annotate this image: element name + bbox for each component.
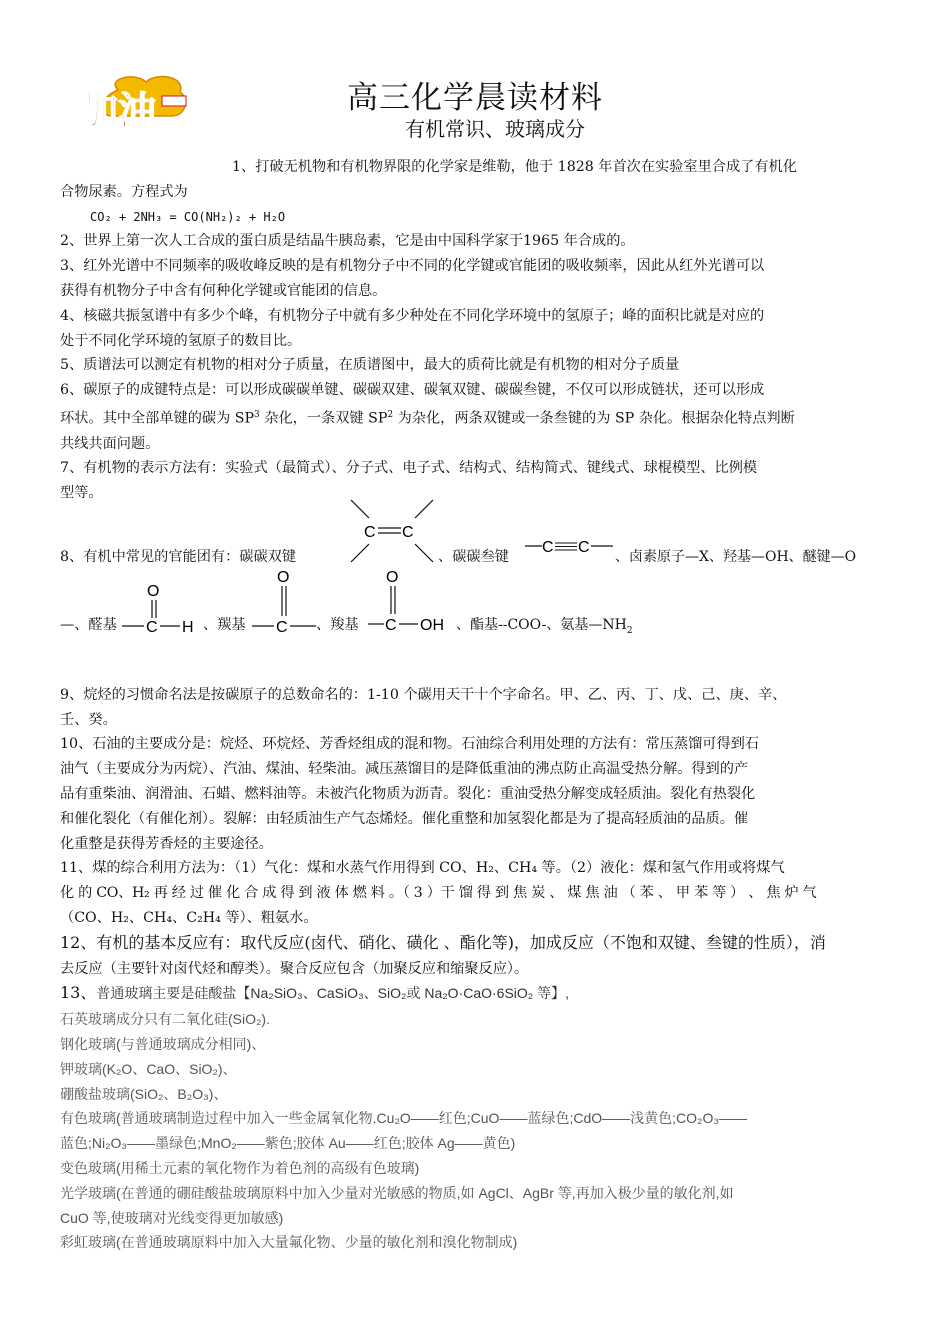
glass-rainbow: 彩虹玻璃(在普通玻璃原料中加入大量氟化物、少量的敏化剂和溴化物制成) <box>60 1234 518 1251</box>
item-8-halogen-text: 、卤素原子—X、羟基—OH、醚键—O <box>615 548 857 565</box>
glass-colored-line-1: 有色玻璃(普通玻璃制造过程中加入一些金属氧化物.Cu₂O——红色;CuO——蓝绿色;CdO——浅黄色;CO₂O₃—— <box>60 1110 748 1127</box>
carboxyl-oh: OH <box>420 616 444 634</box>
item-2: 2、世界上第一次人工合成的蛋白质是结晶牛胰岛素，它是由中国科学家于1965 年合成的。 <box>60 233 635 250</box>
item-1-line-1: 1、打破无机物和有机物界限的化学家是维勒，他于 1828 年首次在实验室里合成了有机化 <box>232 159 797 175</box>
item-13-text: 普通玻璃主要是硅酸盐【Na₂SiO₃、CaSiO₃、SiO₂或 Na₂O·CaO·6SiO₂ 等】, <box>96 985 570 1002</box>
item-13-number: 13、 <box>60 983 97 1003</box>
triple-bond-c1: C <box>542 538 554 556</box>
carboxyl-o: O <box>386 568 399 586</box>
item-13 <box>60 981 895 1007</box>
item-10-line-1: 10、石油的主要成分是：烷烃、环烷烃、芳香烃组成的混和物。石油综合利用处理的方法有：常压蒸馏可得到石 <box>60 736 760 753</box>
item-4-line-2: 处于不同化学环境的氢原子的数目比。 <box>60 332 302 349</box>
item-5: 5、质谱法可以测定有机物的相对分子质量，在质谱图中，最大的质荷比就是有机物的相对分子质量 <box>60 357 680 374</box>
document-body <box>60 155 895 1255</box>
urea-equation: CO₂ + 2NH₃ = CO(NH₂)₂ + H₂O <box>90 209 286 224</box>
glass-optical-line-1: 光学玻璃(在普通的硼硅酸盐玻璃原料中加入少量对光敏感的物质,如 AgCl、AgBr 等,再加入极少量的敏化剂,如 <box>60 1184 734 1201</box>
aldehyde-c: C <box>146 618 158 636</box>
item-8-ketone-label: 、羰基 <box>203 616 246 633</box>
glass-tempered: 钢化玻璃(与普通玻璃成分相同)、 <box>60 1036 266 1053</box>
aldehyde-h: H <box>182 618 194 636</box>
item-6-line-1: 6、碳原子的成键特点是：可以形成碳碳单键、碳碳双建、碳氧双键、碳碳叁键，不仅可以形成链状，还可以形成 <box>60 382 765 399</box>
item-1-line-2: 合物尿素。方程式为 <box>60 183 188 200</box>
item-6-text-b: 杂化，一条双键 SP <box>259 410 388 427</box>
item-8-aldehyde-label: —、醛基 <box>60 616 117 633</box>
item-12-line-2: 去反应（主要针对卤代烃和醇类）。聚合反应包含（加聚反应和缩聚反应）。 <box>60 960 529 977</box>
page-subtitle: 有机常识、玻璃成分 <box>405 117 585 141</box>
item-12-line-1 <box>60 931 895 957</box>
glass-quartz: 石英玻璃成分只有二氧化硅(SiO₂). <box>60 1011 270 1028</box>
item-11-line-3: （CO、H₂、CH₄、C₂H₄ 等）、粗氨水。 <box>60 910 318 927</box>
item-8-ester-text: 、酯基--COO-、氨基—NH <box>456 616 627 633</box>
item-6-line-3: 共线共面问题。 <box>60 435 160 452</box>
sp3-superscript: 3 <box>254 409 260 420</box>
double-bond-structure <box>345 496 440 566</box>
item-8-row-1 <box>60 506 895 578</box>
item-7-line-1: 7、有机物的表示方法有：实验式（最简式）、分子式、电子式、结构式、结构简式、键线式、球棍模型、比例模 <box>60 460 758 477</box>
aldehyde-o: O <box>147 582 160 600</box>
item-8-triple-label: 、碳碳叁键 <box>438 548 509 565</box>
glass-optical-line-2: CuO 等,使玻璃对光线变得更加敏感) <box>60 1209 284 1226</box>
triple-bond-c2: C <box>578 538 590 556</box>
item-6-line-2 <box>60 403 895 432</box>
item-10-line-4: 和催化裂化（有催化剂）。裂解：由轻质油生产气态烯烃。催化重整和加氢裂化都是为了提高轻质油的品质。催 <box>60 810 749 827</box>
item-9-line-1: 9、烷烃的习惯命名法是按碳原子的总数命名的：1-10 个碳用天干十个字命名。甲、乙、丙、丁、戊、己、庚、辛、 <box>60 686 787 703</box>
glass-borate: 硼酸盐玻璃(SiO₂、B₂O₃)、 <box>60 1085 228 1102</box>
carboxyl-structure <box>368 564 458 636</box>
triple-bond-structure <box>525 534 615 562</box>
item-8-ester-amine-text <box>456 613 633 644</box>
carboxyl-c: C <box>385 616 397 634</box>
double-bond-c2: C <box>402 523 414 541</box>
item-8-row-2 <box>60 568 895 683</box>
aldehyde-structure <box>122 578 202 638</box>
glass-photochromic: 变色玻璃(用稀土元素的氧化物作为着色剂的高级有色玻璃) <box>60 1160 420 1177</box>
item-10-line-3: 品有重柴油、润滑油、石蜡、燃料油等。未被汽化物质为沥青。裂化：重油受热分解变成轻质油。裂化有热裂化 <box>60 786 756 803</box>
glass-potassium: 钾玻璃(K₂O、CaO、SiO₂)、 <box>60 1060 237 1077</box>
glass-colored-line-2: 蓝色;Ni₂O₃——墨绿色;MnO₂——紫色;胶体 Au——红色;胶体 Ag——黄色) <box>60 1135 516 1152</box>
item-3-line-1: 3、红外光谱中不同频率的吸收峰反映的是有机物分子中不同的化学键或官能团的吸收频率，因此从红外光谱可以 <box>60 258 765 275</box>
double-bond-c1: C <box>364 523 376 541</box>
item-8-carboxyl-label: 、羧基 <box>316 616 359 633</box>
item-6-text-a: 环状。其中全部单键的碳为 SP <box>60 410 255 427</box>
item-7-line-2: 型等。 <box>60 485 103 502</box>
item-11-line-2: 化 的 CO、H₂ 再 经 过 催 化 合 成 得 到 液 体 燃 料 。（ 3 ）干 馏 得 到 焦 炭 、 煤 焦 油 （ 苯 、 甲 苯 等 ） 、 焦 炉 气 <box>60 885 817 902</box>
item-6-text-c: 为杂化，两条双键或一条叁键的为 SP 杂化。根据杂化特点判断 <box>393 410 795 427</box>
item-8-intro: 8、有机中常见的官能团有：碳碳双键 <box>60 548 297 565</box>
item-9-line-2: 壬、癸。 <box>60 711 117 728</box>
carbonyl-c: C <box>276 618 288 636</box>
page-title: 高三化学晨读材料 <box>347 80 603 116</box>
sp2-superscript: 2 <box>387 409 394 420</box>
item-10-line-2: 油气（主要成分为丙烷）、汽油、煤油、轻柴油。减压蒸馏目的是降低重油的沸点防止高温受热分解。得到的产 <box>60 761 749 778</box>
logo-text: 加油 <box>80 91 157 132</box>
item-3-line-2: 获得有机物分子中含有何种化学键或官能团的信息。 <box>60 282 387 299</box>
item-4-line-1: 4、核磁共振氢谱中有多少个峰，有机物分子中就有多少种处在不同化学环境中的氢原子；峰的面积比就是对应的 <box>60 307 765 324</box>
item-11-line-1: 11、煤的综合利用方法为：（1）气化：煤和水蒸气作用得到 CO、H₂、CH₄ 等。（2）液化：煤和氢气作用或将煤气 <box>60 860 785 877</box>
carbonyl-o: O <box>277 568 290 586</box>
carbonyl-structure <box>252 564 322 636</box>
amine-subscript: 2 <box>626 625 633 636</box>
item-12-text-a: 12、有机的基本反应有：取代反应(卤代、硝化、磺化 、酯化等)，加成反应（不饱和双键、叁键的性质），消 <box>60 932 826 952</box>
item-10-line-5: 化重整是获得芳香烃的主要途径。 <box>60 835 273 852</box>
